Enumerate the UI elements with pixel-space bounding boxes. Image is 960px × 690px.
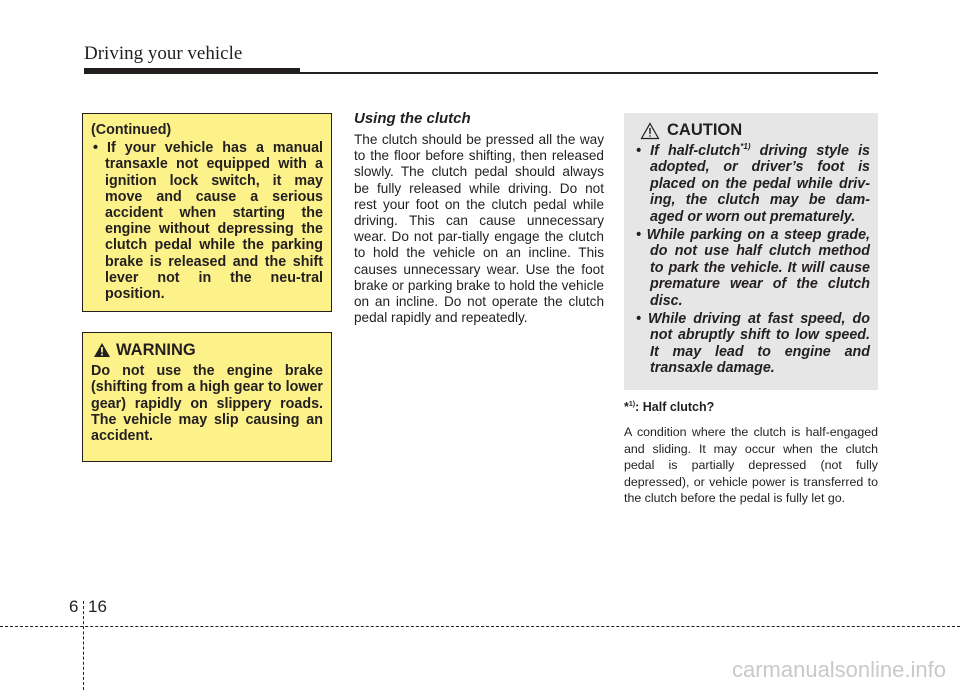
warning-title: WARNING <box>116 341 196 359</box>
warning-box <box>82 332 332 462</box>
continued-label: (Continued) <box>91 122 172 138</box>
footnote-sup: 1) <box>628 400 636 408</box>
chapter-number: 6 <box>69 597 79 616</box>
footnote-text: A condition where the clutch is half-engaged and sliding. It may occur when the clutch pedal is partially depressed (not fully depressed), or vehicle power is transferred to the clutch before the pedal is fully let go. <box>624 425 878 505</box>
footnote-label <box>624 400 714 414</box>
warning-triangle-icon <box>93 342 111 358</box>
section-heading: Using the clutch <box>354 110 471 127</box>
footnote-star: * <box>624 400 629 414</box>
caution-item-half-clutch <box>636 143 870 225</box>
caution-item-fast-speed: • While driving at fast speed, do not abruptly shift to low speed. It may lead to engine and transaxle damage. <box>636 311 870 377</box>
header-rule-thick <box>84 68 300 74</box>
continued-bullet: • If your vehicle has a manual transaxle not equipped with a ignition lock switch, it may move and cause a serious accident when starting the engine without depressing the clutch pedal while the parking brake is released and the shift lever not in the neu-tral position. <box>93 140 323 303</box>
continued-warning-box <box>82 113 332 312</box>
caution-box <box>624 113 878 390</box>
caution-item1-sup: *1) <box>740 142 751 152</box>
warning-header <box>93 342 323 358</box>
caution-item1-prefix: • If half-clutch <box>636 143 741 159</box>
caution-item-steep-grade: • While parking on a steep grade, do not use half clutch method to park the vehicle. It will cause premature wear of the clutch disc. <box>636 227 870 309</box>
footer-dashed-vertical <box>83 601 84 690</box>
page-number: 16 <box>88 597 107 616</box>
caution-item1-rest: driving style is adopted, or driver’s foot is placed on the pedal while driv-ing, the clutch may be dam-aged or worn out prematurely. <box>650 143 870 225</box>
caution-triangle-icon <box>640 122 660 140</box>
footnote-label-rest: : Half clutch? <box>635 400 715 414</box>
header-rule-thin <box>300 72 878 74</box>
footer-dashed-rule <box>0 626 960 627</box>
warning-text: Do not use the engine brake (shifting from a high gear to lower gear) rapidly on slippery roads. The vehicle may slip causing an accident. <box>91 363 323 445</box>
page-header-title: Driving your vehicle <box>84 43 243 64</box>
body-paragraph: The clutch should be pressed all the way to the floor before shifting, then released slowly. The clutch pedal should always be fully released while driving. Do not rest your foot on the clutch pedal while driving. This can cause unnecessary wear. Do not par-tially engage the clutch to hold the vehicle on an incline. This causes unnecessary wear. Use the foot brake or parking brake to hold the vehicle on an incline. Do not operate the clutch pedal rapidly and repeatedly. <box>354 132 604 326</box>
caution-title: CAUTION <box>667 121 743 139</box>
site-watermark: carmanualsonline.info <box>731 657 946 682</box>
caution-header <box>640 121 870 140</box>
